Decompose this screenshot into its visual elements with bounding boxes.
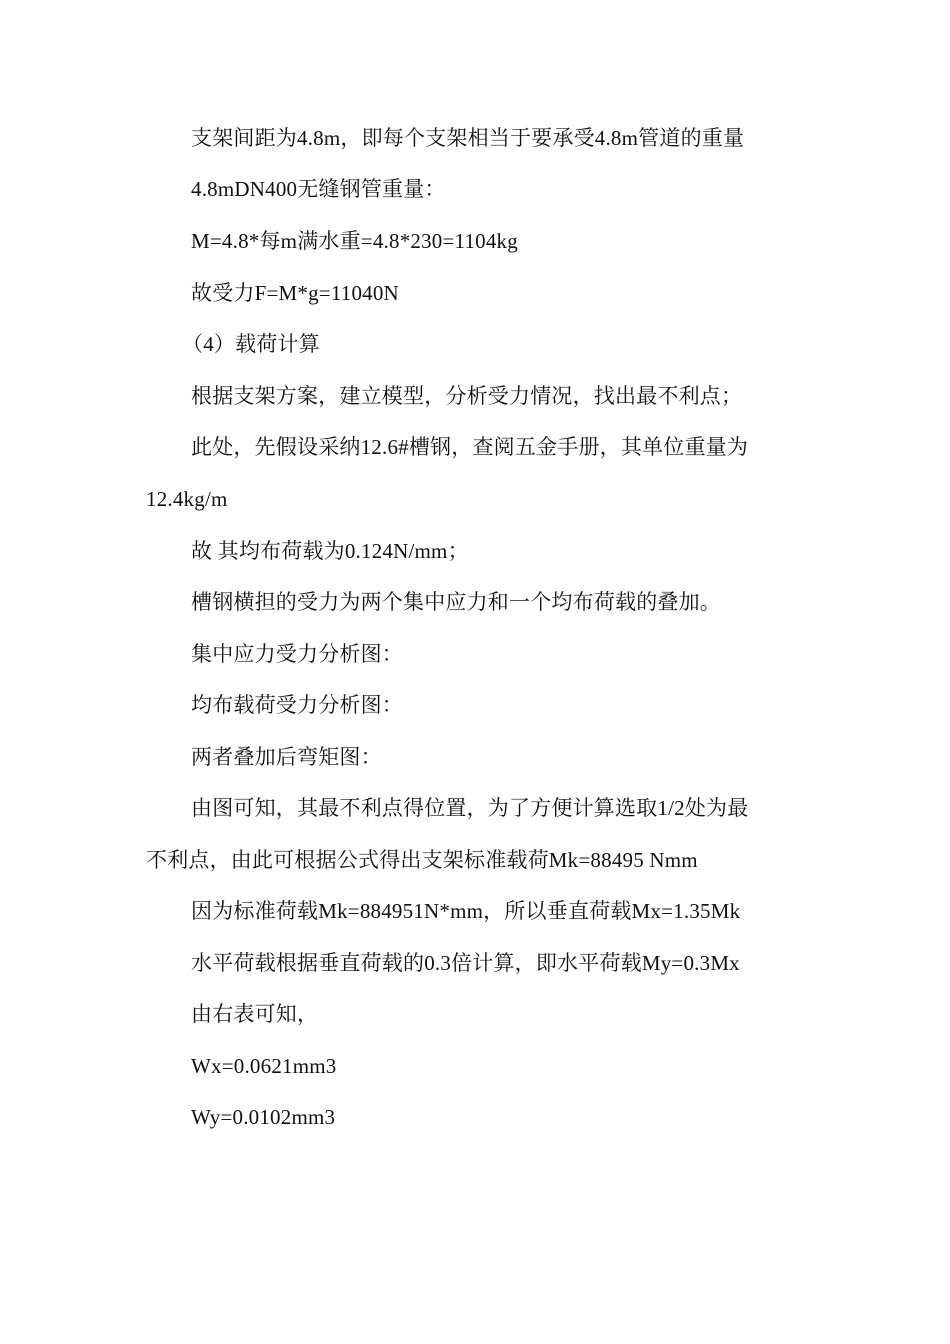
paragraph-line: 不利点，由此可根据公式得出支架标准载荷Mk=88495 Nmm [146, 848, 698, 872]
formula-line: M=4.8*每m满水重=4.8*230=1104kg [191, 229, 518, 253]
paragraph-line: 根据支架方案，建立模型，分析受力情况，找出最不利点； [191, 384, 743, 408]
figure-caption: 均布载荷受力分析图： [191, 693, 403, 717]
paragraph-line: 4.8mDN400无缝钢管重量： [191, 177, 446, 201]
formula-line: Wx=0.0621mm3 [191, 1054, 337, 1078]
paragraph-line: 水平荷载根据垂直荷载的0.3倍计算，即水平荷载My=0.3Mx [191, 951, 740, 975]
paragraph-line: 由图可知，其最不利点得位置，为了方便计算选取1/2处为最 [191, 796, 749, 820]
formula-line: 故受力F=M*g=11040N [191, 281, 399, 305]
paragraph-line: 槽钢横担的受力为两个集中应力和一个均布荷载的叠加。 [191, 590, 721, 614]
figure-caption: 两者叠加后弯矩图： [191, 745, 382, 769]
paragraph-line: 支架间距为4.8m，即每个支架相当于要承受4.8m管道的重量 [191, 126, 745, 150]
paragraph-line: 因为标准荷载Mk=884951N*mm，所以垂直荷载Mx=1.35Mk [191, 899, 741, 923]
paragraph-line: 由右表可知， [191, 1002, 319, 1026]
paragraph-line: 此处，先假设采纳12.6#槽钢，查阅五金手册，其单位重量为 [191, 435, 749, 459]
section-heading: （4）载荷计算 [182, 332, 320, 356]
formula-line: Wy=0.0102mm3 [191, 1105, 336, 1129]
paragraph-line: 故 其均布荷载为0.124N/mm； [191, 539, 469, 563]
paragraph-line: 12.4kg/m [146, 487, 228, 511]
figure-caption: 集中应力受力分析图： [191, 642, 403, 666]
